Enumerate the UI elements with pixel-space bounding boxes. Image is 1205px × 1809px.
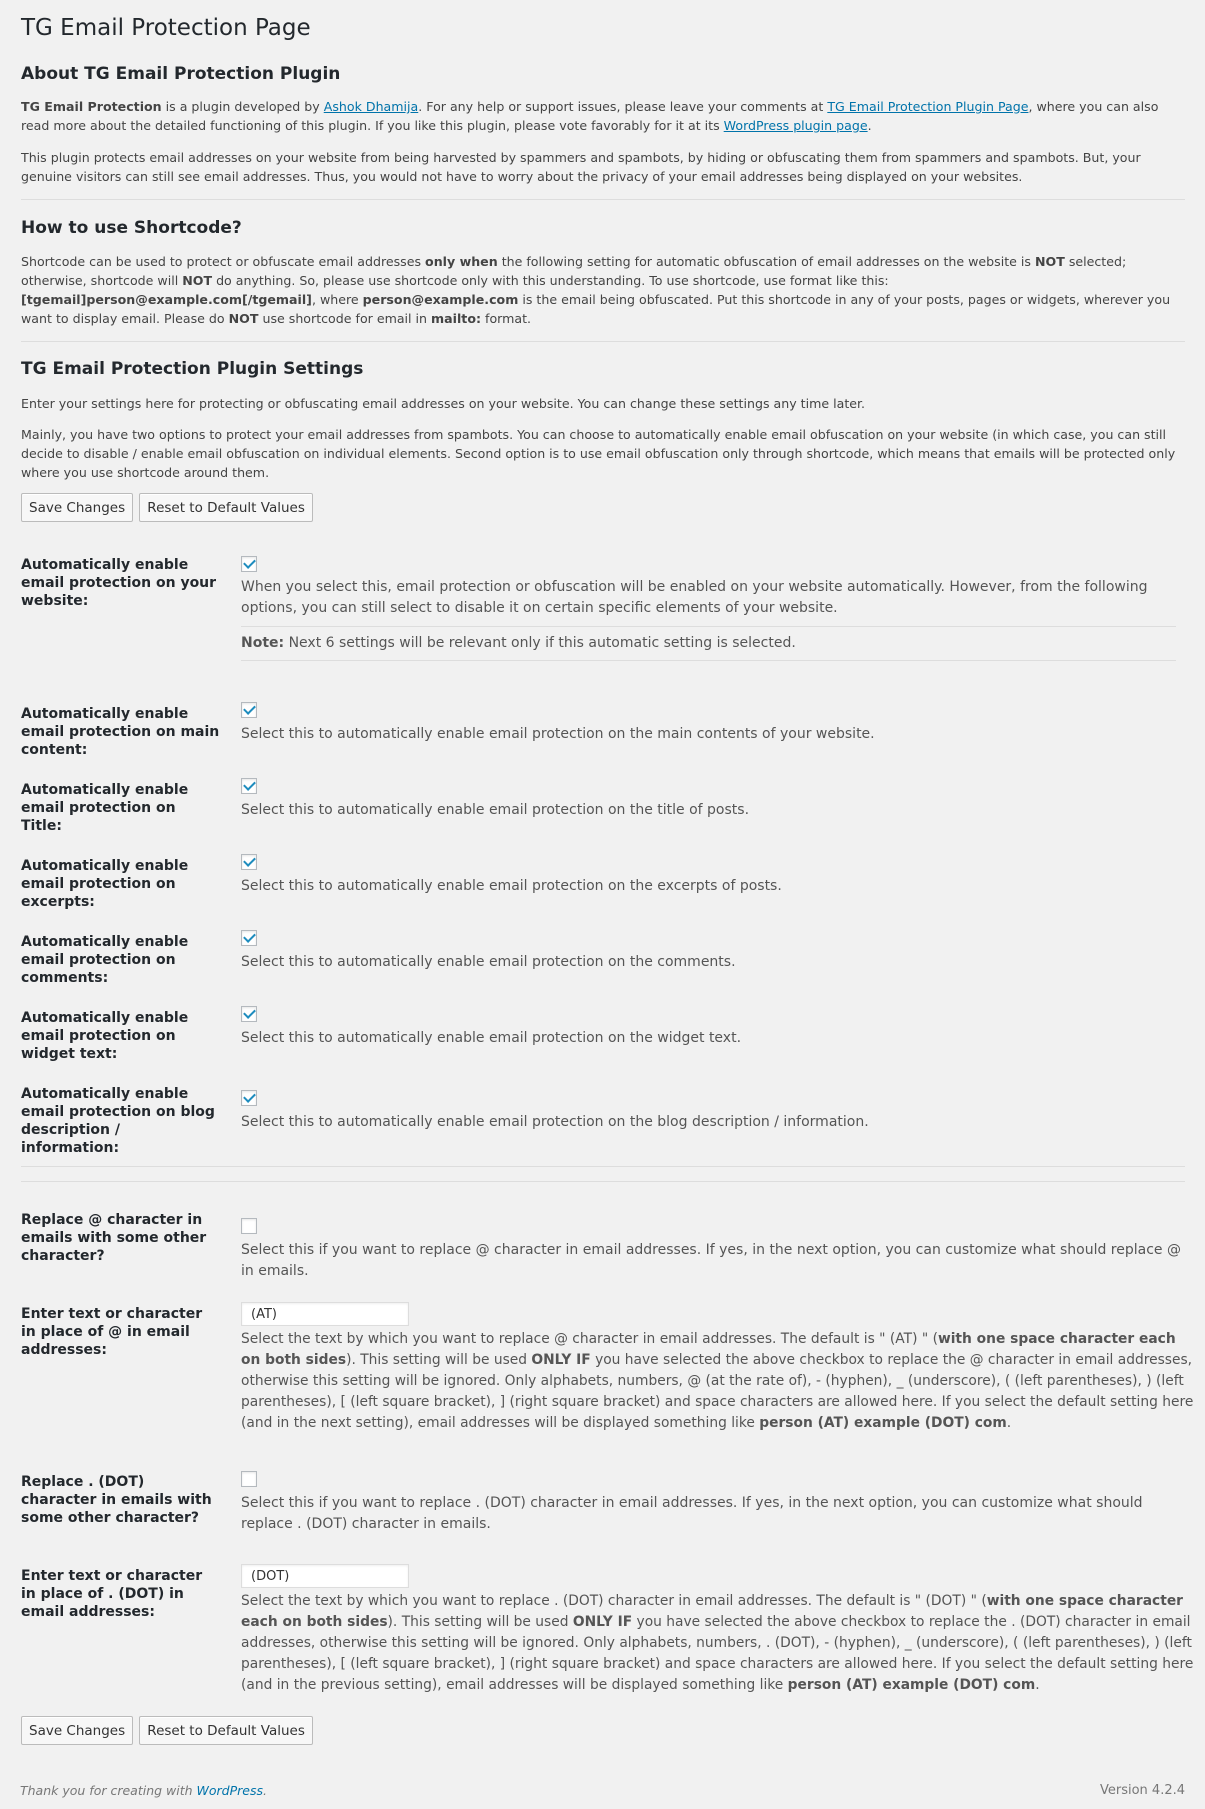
blog-description-checkbox[interactable] xyxy=(241,1090,257,1106)
about-paragraph-2: This plugin protects email addresses on your website from being harvested by spammers and spambots, by hiding or obfuscating them from spammers and spambots. But, your genuine visitors can still see email addresses. Thus, you would not have to worry about the privacy of your email addresses being displayed on your websites. xyxy=(21,150,1141,184)
shortcode-heading: How to use Shortcode? xyxy=(21,218,242,238)
option-main-content xyxy=(21,705,1185,759)
check-icon xyxy=(243,778,256,791)
option-comments xyxy=(21,933,1185,987)
option-replace-dot xyxy=(21,1473,1185,1532)
reset-defaults-button[interactable]: Reset to Default Values xyxy=(139,493,313,522)
check-icon xyxy=(243,854,256,867)
version-label: Version 4.2.4 xyxy=(1099,1783,1185,1798)
check-icon xyxy=(243,1006,256,1019)
main-content-checkbox[interactable] xyxy=(241,702,257,718)
footer-thanks: Thank you for creating with WordPress. xyxy=(20,1783,267,1798)
option-title xyxy=(21,781,1185,835)
bottom-button-bar xyxy=(21,1716,315,1745)
check-icon xyxy=(243,1090,256,1103)
option-description: Select the text by which you want to replace . (DOT) character in email addresses. The default is " (DOT) " (with one space character each on both sides). This setting will be used ONLY IF you have selected the above checkbox to replace the . (DOT) character in email addresses, otherwise this setting will be ignored. Only alphabets, numbers, . (DOT), - (hyphen), _ (underscore), ( (left parentheses), ) (left parentheses), [ (left square bracket), ] (right square bracket) and space characters are allowed here. If you select the default setting here (and in the previous setting), email addresses will be displayed something like person (AT) example (DOT) com. xyxy=(241,1593,1194,1693)
about-heading: About TG Email Protection Plugin xyxy=(21,64,341,84)
option-description: Select this to automatically enable email protection on the blog description / information. xyxy=(241,1114,869,1130)
save-changes-button[interactable]: Save Changes xyxy=(21,493,133,522)
option-description: When you select this, email protection or obfuscation will be enabled on your website automatically. However, from the following options, you can still select to disable it on certain specific elements of your website. xyxy=(241,579,1148,616)
top-button-bar xyxy=(21,493,1185,522)
wordpress-link[interactable]: WordPress xyxy=(196,1783,263,1798)
about-paragraph-1: TG Email Protection is a plugin developed by Ashok Dhamija. For any help or support issues, please leave your comments at TG Email Protection Plugin Page, where you can also read more about the detailed functioning of this plugin. If you like this plugin, please vote favorably for it at its WordPress plugin page. xyxy=(21,99,1159,133)
option-label: Automatically enable email protection on your website: xyxy=(21,557,217,609)
option-description: Select the text by which you want to replace @ character in email addresses. The default is " (AT) " (with one space character each on both sides). This setting will be used ONLY IF you have selected the above checkbox to replace the @ character in email addresses, otherwise this setting will be ignored. Only alphabets, numbers, @ (at the rate of), - (hyphen), _ (underscore), ( (left parentheses), ) (left parentheses), [ (left square bracket), ] (right square bracket) and space characters are allowed here. If you select the default setting here (and in the next setting), email addresses will be displayed something like person (AT) example (DOT) com. xyxy=(241,1331,1194,1431)
option-label: Automatically enable email protection on main content: xyxy=(21,706,220,758)
option-label: Automatically enable email protection on blog description / information: xyxy=(21,1086,215,1156)
replace-at-checkbox[interactable] xyxy=(241,1218,257,1234)
option-excerpts xyxy=(21,857,1185,911)
reset-defaults-button[interactable]: Reset to Default Values xyxy=(139,1716,313,1745)
option-description: Select this to automatically enable email protection on the excerpts of posts. xyxy=(241,878,782,894)
option-at-text xyxy=(21,1305,1194,1431)
option-auto-site xyxy=(21,556,1185,651)
check-icon xyxy=(243,702,256,715)
option-label: Replace . (DOT) character in emails with some other character? xyxy=(21,1474,212,1526)
author-link[interactable]: Ashok Dhamija xyxy=(323,99,419,114)
option-description: Select this to automatically enable email protection on the title of posts. xyxy=(241,802,750,818)
option-label: Automatically enable email protection on excerpts: xyxy=(21,858,189,910)
wordpress-plugin-page-link[interactable]: WordPress plugin page xyxy=(723,118,868,133)
settings-paragraph-1: Enter your settings here for protecting or obfuscating email addresses on your website. You can change these settings any time later. xyxy=(21,396,866,411)
option-label: Enter text or character in place of . (DOT) in email addresses: xyxy=(21,1568,203,1620)
replace-dot-checkbox[interactable] xyxy=(241,1471,257,1487)
option-label: Replace @ character in emails with some other character? xyxy=(21,1212,207,1264)
option-label: Enter text or character in place of @ in email addresses: xyxy=(21,1306,203,1358)
auto-site-checkbox[interactable] xyxy=(241,556,257,572)
widget-checkbox[interactable] xyxy=(241,1006,257,1022)
check-icon xyxy=(243,930,256,943)
note: Note: Next 6 settings will be relevant only if this automatic setting is selected. xyxy=(241,626,1176,661)
option-description: Select this if you want to replace . (DOT) character in email addresses. If yes, in the next option, you can customize what should replace . (DOT) character in emails. xyxy=(241,1495,1143,1532)
option-dot-text xyxy=(21,1567,1194,1693)
divider xyxy=(21,341,1185,342)
option-label: Automatically enable email protection on widget text: xyxy=(21,1010,189,1062)
plugin-page-link[interactable]: TG Email Protection Plugin Page xyxy=(827,99,1029,114)
check-icon xyxy=(243,556,256,569)
title-checkbox[interactable] xyxy=(241,778,257,794)
excerpts-checkbox[interactable] xyxy=(241,854,257,870)
option-description: Select this to automatically enable email protection on the widget text. xyxy=(241,1030,742,1046)
option-replace-at xyxy=(21,1211,1185,1279)
settings-heading: TG Email Protection Plugin Settings xyxy=(21,359,364,379)
page-title: TG Email Protection Page xyxy=(21,15,311,41)
shortcode-paragraph: Shortcode can be used to protect or obfuscate email addresses only when the following setting for automatic obfuscation of email addresses on the website is NOT selected; otherwise, shortcode will NOT do anything. So, please use shortcode only with this understanding. To use shortcode, use format like this: [tgemail]person@example.com[/tgemail], where person@example.com is the email being obfuscated. Put this shortcode in any of your posts, pages or widgets, wherever you want to display email. Please do NOT use shortcode for email in mailto: format. xyxy=(21,254,1171,326)
save-changes-button[interactable]: Save Changes xyxy=(21,1716,133,1745)
option-description: Select this to automatically enable email protection on the comments. xyxy=(241,954,736,970)
settings-paragraph-2: Mainly, you have two options to protect your email addresses from spambots. You can choose to automatically enable email obfuscation on your website (in which case, you can still decide to disable / enable email obfuscation on individual elements. Second option is to use email obfuscation only through shortcode, which means that emails will be protected only where you use shortcode around them. xyxy=(21,427,1176,480)
option-description: Select this if you want to replace @ character in email addresses. If yes, in the next option, you can customize what should replace @ in emails. xyxy=(241,1242,1181,1279)
comments-checkbox[interactable] xyxy=(241,930,257,946)
option-description: Select this to automatically enable email protection on the main contents of your website. xyxy=(241,726,875,742)
option-blog-description xyxy=(21,1085,1185,1157)
option-label: Automatically enable email protection on comments: xyxy=(21,934,189,986)
dot-replacement-input[interactable]: (DOT) xyxy=(241,1564,409,1588)
divider xyxy=(21,1181,1185,1182)
divider xyxy=(21,1166,1185,1167)
at-replacement-input[interactable]: (AT) xyxy=(241,1302,409,1326)
option-widget xyxy=(21,1009,1185,1063)
option-label: Automatically enable email protection on Title: xyxy=(21,782,189,834)
divider xyxy=(21,199,1185,200)
